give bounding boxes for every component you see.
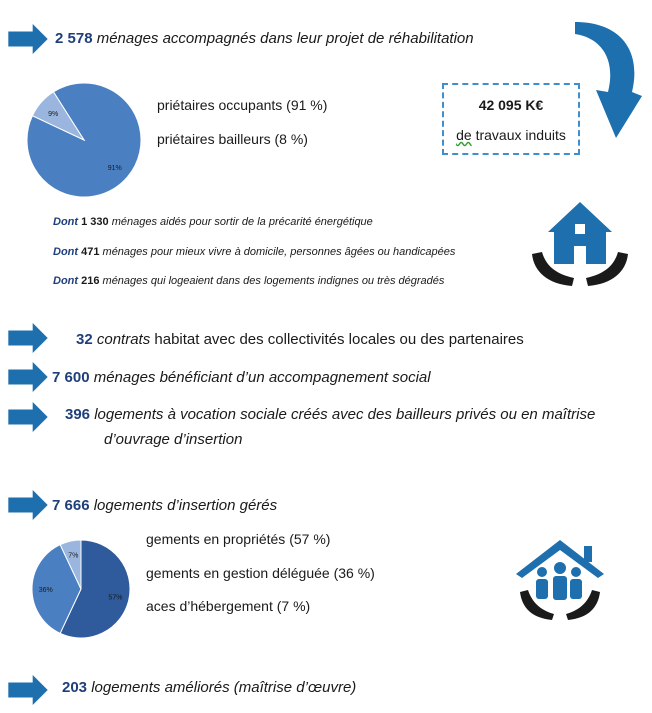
legend-owner-occupants: priétaires occupants (91 %) bbox=[157, 97, 328, 113]
dont-line-energy bbox=[53, 216, 373, 228]
pie-slice-label: 7% bbox=[68, 552, 79, 560]
pie-slice-label: 9% bbox=[48, 110, 59, 118]
arrow-right-icon bbox=[8, 323, 48, 353]
works-total-box bbox=[442, 83, 580, 155]
stat-row-households bbox=[55, 30, 474, 47]
legend-owned: gements en propriétés (57 %) bbox=[146, 531, 331, 547]
legend-delegated: gements en gestion déléguée (36 %) bbox=[146, 565, 375, 581]
stat-number: 7 600 bbox=[52, 369, 90, 386]
arrow-right-icon bbox=[8, 490, 48, 520]
curved-arrow-icon bbox=[570, 20, 645, 140]
pie-chart-owners bbox=[24, 80, 144, 200]
dont-text: ménages pour mieux vivre à domicile, personnes âgées ou handicapées bbox=[99, 246, 456, 258]
stat-number: 7 666 bbox=[52, 497, 90, 514]
dont-number: 471 bbox=[78, 246, 100, 258]
pie-chart-housing bbox=[30, 538, 132, 640]
arrow-right-icon bbox=[8, 402, 48, 432]
dont-text: ménages aidés pour sortir de la précarité énergétique bbox=[108, 216, 373, 228]
stat-text: habitat avec des collectivités locales ou des partenaires bbox=[150, 331, 524, 348]
arrow-right-icon bbox=[8, 362, 48, 392]
house-in-hands-icon bbox=[528, 194, 632, 294]
pie-slice-label: 57% bbox=[108, 594, 123, 602]
pie-slice-label: 91% bbox=[107, 165, 122, 173]
legend-shelter: aces d’hébergement (7 %) bbox=[146, 598, 311, 614]
stat-row-contracts bbox=[76, 331, 524, 348]
stat-text: ménages accompagnés dans leur projet de réhabilitation bbox=[92, 30, 474, 47]
stat-number: 32 bbox=[76, 331, 93, 348]
stat-row-managed bbox=[52, 497, 277, 514]
works-label-b: travaux induits bbox=[471, 127, 566, 143]
arrow-right-icon bbox=[8, 675, 48, 705]
dont-keyword: Dont bbox=[53, 216, 79, 228]
dont-keyword: Dont bbox=[53, 275, 79, 287]
dont-text: ménages qui logeaient dans des logements indignes ou très dégradés bbox=[99, 275, 445, 287]
family-house-icon bbox=[512, 534, 608, 626]
pie-slice-label: 36% bbox=[38, 587, 53, 594]
stat-row-social bbox=[52, 369, 431, 386]
stat-text: logements d’insertion gérés bbox=[89, 497, 278, 514]
stat-number: 396 bbox=[65, 406, 91, 423]
stat-number: 2 578 bbox=[55, 30, 93, 47]
legend-landlords: priétaires bailleurs (8 %) bbox=[157, 131, 308, 147]
works-label bbox=[444, 127, 578, 143]
stat-row-improved bbox=[62, 679, 356, 696]
stat-row-created bbox=[65, 406, 595, 423]
stat-text: logements améliorés (maîtrise d’œuvre) bbox=[87, 679, 357, 696]
dont-number: 1 330 bbox=[78, 216, 109, 228]
stat-text: logements à vocation sociale créés avec des bailleurs privés ou en maîtrise bbox=[90, 406, 596, 423]
stat-text: ménages bénéficiant d’un accompagnement social bbox=[89, 369, 431, 386]
works-label-a: de bbox=[456, 127, 472, 143]
stat-number: 203 bbox=[62, 679, 88, 696]
arrow-right-icon bbox=[8, 24, 48, 54]
dont-keyword: Dont bbox=[53, 246, 79, 258]
stat-text-continued: d’ouvrage d’insertion bbox=[104, 431, 243, 448]
stat-text-italic: contrats bbox=[92, 331, 151, 348]
dont-line-home bbox=[53, 246, 455, 258]
dont-line-unfit bbox=[53, 275, 444, 287]
dont-number: 216 bbox=[78, 275, 100, 287]
works-amount: 42 095 K€ bbox=[478, 97, 544, 113]
